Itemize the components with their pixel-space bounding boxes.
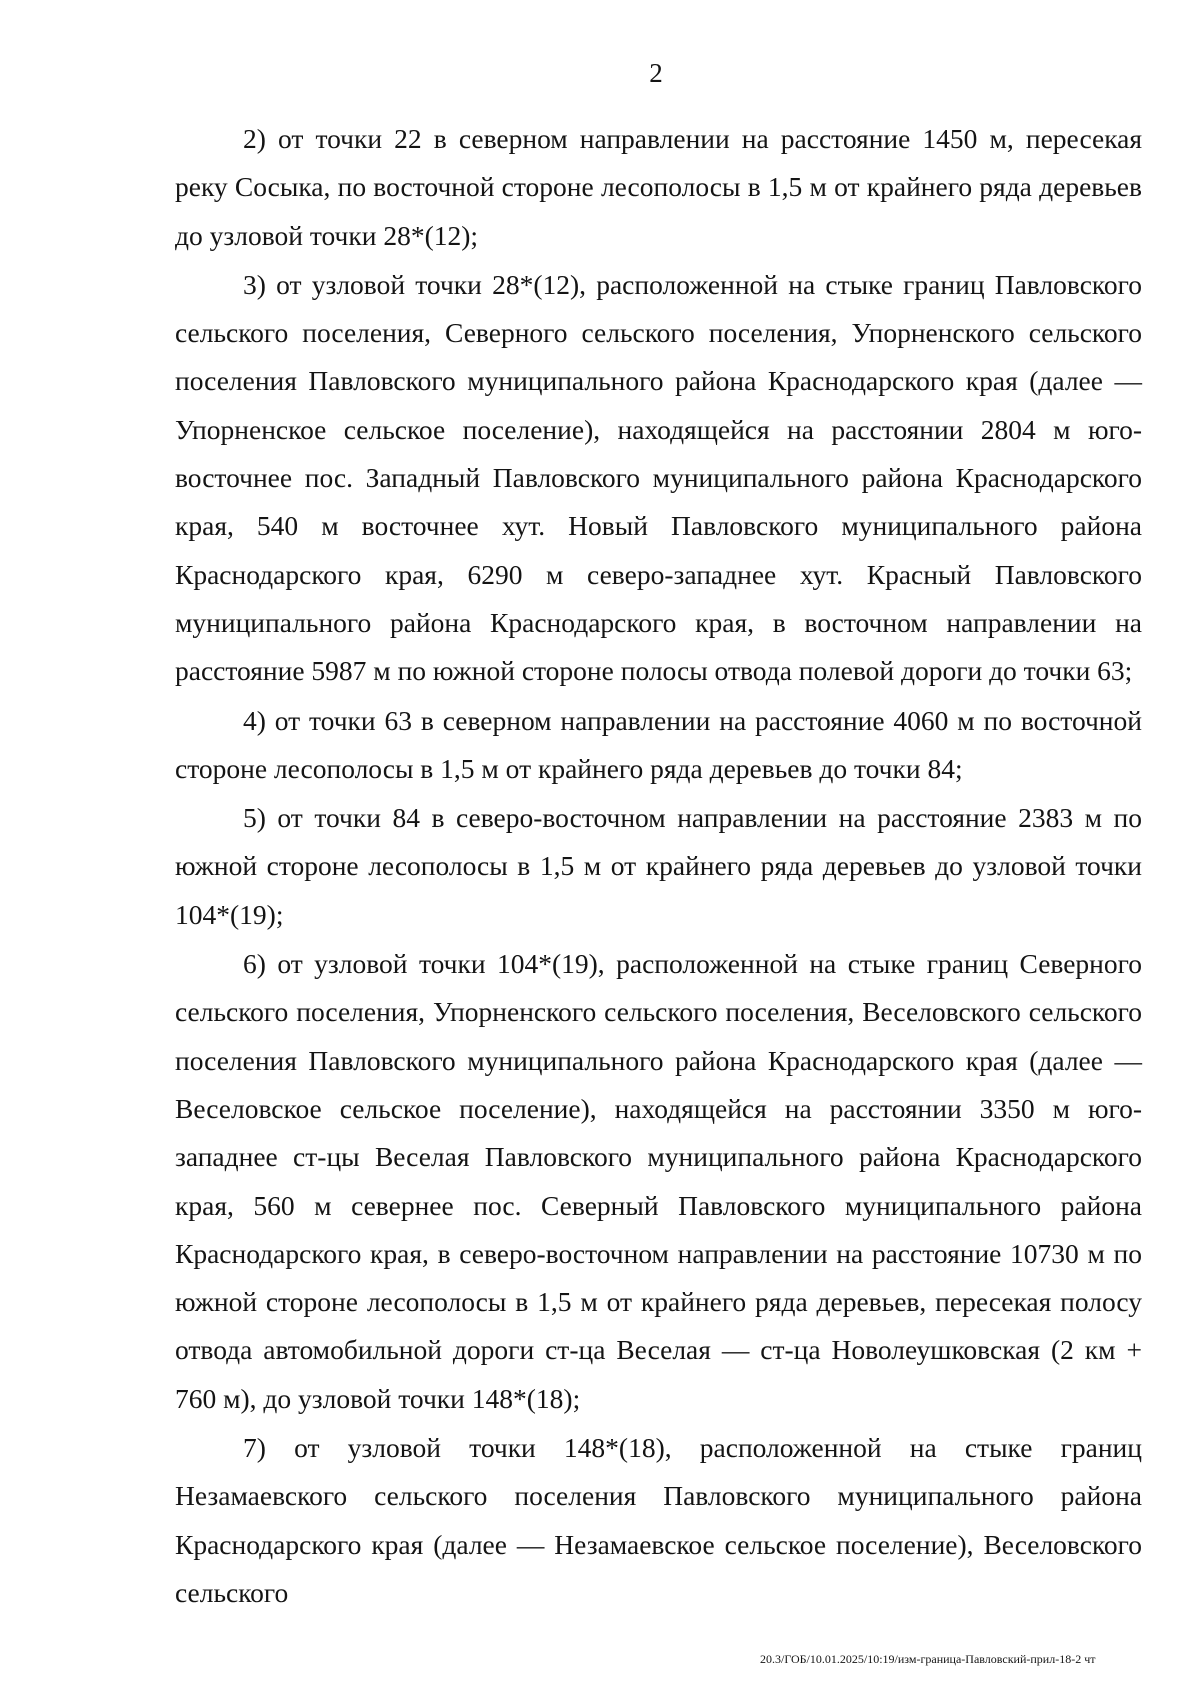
paragraph-item-2: 2) от точки 22 в северном направлении на расстояние 1450 м, пересекая реку Сосыка, по восточной стороне лесополосы в 1,5 м от крайнего ряда деревьев до узловой точки 28*(12); [175, 123, 1142, 251]
paragraph-item-3: 3) от узловой точки 28*(12), расположенной на стыке границ Павловского сельского поселения, Северного сельского поселения, Упорненского сельского поселения Павловского муниципального района Краснодарского края (далее — Упорненское сельское поселение), находящейся на расстоянии 2804 м юго-восточнее пос. Западный Павловского муниципального района Краснодарского края, 540 м восточнее хут. Новый Павловского муниципального района Краснодарского края, 6290 м северо-западнее хут. Красный Павловского муниципального района Краснодарского края, в восточном направлении на расстояние 5987 м по южной стороне полосы отвода полевой дороги до точки 63; [175, 268, 1142, 687]
paragraph-item-6: 6) от узловой точки 104*(19), расположенной на стыке границ Северного сельского поселения, Упорненского сельского поселения, Веселовского сельского поселения Павловского муниципального района Краснодарского края (далее — Веселовское сельское поселение), находящейся на расстоянии 3350 м юго-западнее ст-цы Веселая Павловского муниципального района Краснодарского края, 560 м севернее пос. Северный Павловского муниципального района Краснодарского края, в северо-восточном направлении на расстояние 10730 м по южной стороне лесополосы в 1,5 м от крайнего ряда деревьев, пересекая полосу отвода автомобильной дороги ст-ца Веселая — ст-ца Новолеушковская (2 км + 760 м), до узловой точки 148*(18); [175, 948, 1142, 1414]
paragraph-item-5: 5) от точки 84 в северо-восточном направлении на расстояние 2383 м по южной стороне лесополосы в 1,5 м от крайнего ряда деревьев до узловой точки 104*(19); [175, 802, 1142, 930]
paragraph-item-4: 4) от точки 63 в северном направлении на расстояние 4060 м по восточной стороне лесополосы в 1,5 м от крайнего ряда деревьев до точки 84; [175, 704, 1142, 784]
paragraph-item-7: 7) от узловой точки 148*(18), расположенной на стыке границ Незамаевского сельского поселения Павловского муниципального района Краснодарского края (далее — Незамаевское сельское поселение), Веселовского сельского [175, 1432, 1142, 1608]
document-footer-code: 20.3/ГОБ/10.01.2025/10:19/изм-граница-Павловский-прил-18-2 чт [760, 1652, 1096, 1666]
document-body [175, 115, 1142, 1618]
page-number: 2 [649, 58, 663, 88]
